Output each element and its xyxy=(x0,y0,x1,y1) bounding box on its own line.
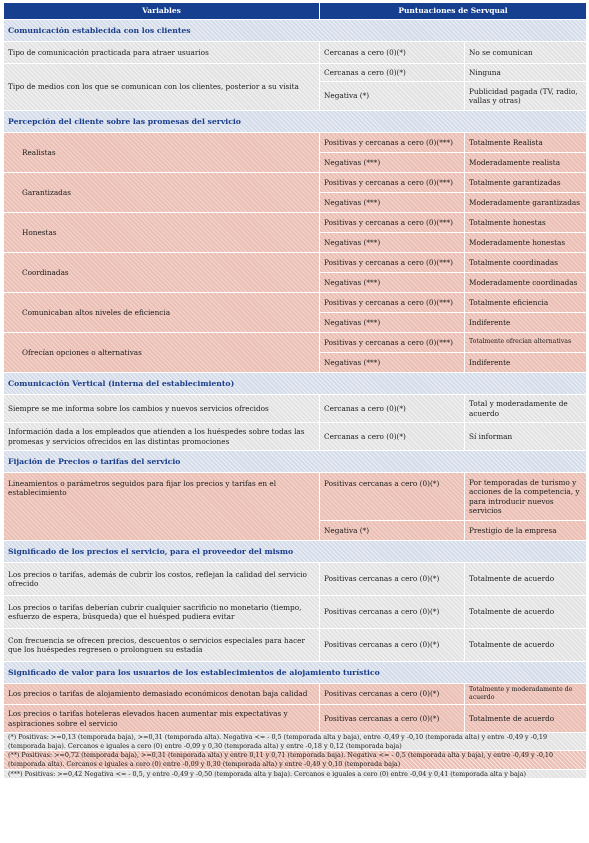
variable-label: Lineamientos o parámetros seguidos para fijar los precios y tarifas en el establecimiento xyxy=(4,473,320,541)
score-cell: Positivas cercanas a cero (0)(*) xyxy=(320,684,465,705)
table-row xyxy=(4,333,587,353)
score-cell: Positivas y cercanas a cero (0)(***) xyxy=(320,293,465,313)
table-row xyxy=(4,705,587,733)
score-cell: Positivas cercanas a cero (0)(*) xyxy=(320,563,465,596)
variable-label: Garantizadas xyxy=(4,173,320,213)
variable-label: Ofrecían opciones o alternativas xyxy=(4,333,320,373)
variable-label: Con frecuencia se ofrecen precios, descuentos o servicios especiales para hacer que los huéspedes regresen o prolonguen su estadía xyxy=(4,629,320,662)
result-cell: Prestigio de la empresa xyxy=(465,521,587,541)
section-title: Fijación de Precios o tarifas del servicio xyxy=(4,451,587,473)
result-cell: Totalmente de acuerdo xyxy=(465,705,587,733)
table-row xyxy=(4,213,587,233)
result-cell: Totalmente garantizadas xyxy=(465,173,587,193)
score-cell: Negativa (*) xyxy=(320,82,465,111)
section-title: Comunicación Vertical (interna del establecimiento) xyxy=(4,373,587,395)
score-cell: Negativa (*) xyxy=(320,521,465,541)
table-row xyxy=(4,253,587,273)
variable-label: Tipo de medios con los que se comunican con los clientes, posterior a su visita xyxy=(4,64,320,111)
section-header xyxy=(4,20,587,42)
result-cell: Indiferente xyxy=(465,313,587,333)
result-cell: Publicidad pagada (TV, radio, vallas y otras) xyxy=(465,82,587,111)
variable-label: Comunicaban altos niveles de eficiencia xyxy=(4,293,320,333)
section-title: Significado de los precios el servicio, para el proveedor del mismo xyxy=(4,541,587,563)
result-cell: Indiferente xyxy=(465,353,587,373)
result-cell: Sí informan xyxy=(465,423,587,451)
result-cell: No se comunican xyxy=(465,42,587,64)
result-cell: Totalmente honestas xyxy=(465,213,587,233)
table-row xyxy=(4,629,587,662)
score-cell: Positivas y cercanas a cero (0)(***) xyxy=(320,333,465,353)
table-row xyxy=(4,42,587,64)
score-cell: Negativas (***) xyxy=(320,193,465,213)
result-cell: Totalmente Realista xyxy=(465,133,587,153)
variable-label: Siempre se me informa sobre los cambios y nuevos servicios ofrecidos xyxy=(4,395,320,423)
score-cell: Negativas (***) xyxy=(320,273,465,293)
result-cell: Totalmente de acuerdo xyxy=(465,596,587,629)
result-cell: Moderadamente honestas xyxy=(465,233,587,253)
section-title: Comunicación establecida con los clientes xyxy=(4,20,587,42)
result-cell: Por temporadas de turismo y acciones de la competencia, y para introducir nuevos servicios xyxy=(465,473,587,521)
section-title: Percepción del cliente sobre las promesas del servicio xyxy=(4,111,587,133)
section-header xyxy=(4,451,587,473)
section-header xyxy=(4,662,587,684)
score-cell: Cercanas a cero (0)(*) xyxy=(320,42,465,64)
variable-label: Honestas xyxy=(4,213,320,253)
variable-label: Los precios o tarifas, además de cubrir los costos, reflejan la calidad del servicio ofrecido xyxy=(4,563,320,596)
score-cell: Negativas (***) xyxy=(320,313,465,333)
score-cell: Positivas y cercanas a cero (0)(***) xyxy=(320,173,465,193)
result-cell: Ninguna xyxy=(465,64,587,82)
table-row xyxy=(4,64,587,82)
result-cell: Totalmente eficiencia xyxy=(465,293,587,313)
result-cell: Totalmente de acuerdo xyxy=(465,629,587,662)
table-row xyxy=(4,684,587,705)
variable-label: Tipo de comunicación practicada para atraer usuarios xyxy=(4,42,320,64)
result-cell: Totalmente ofrecían alternativas xyxy=(465,333,587,353)
table-row xyxy=(4,563,587,596)
variable-label: Los precios o tarifas deberían cubrir cualquier sacrificio no monetario (tiempo, esfuerzo de espera, búsqueda) que el huésped pudiera evitar xyxy=(4,596,320,629)
section-title: Significado de valor para los usuarios de los establecimientos de alojamiento turístico xyxy=(4,662,587,684)
footnote-2: (**) Positivas: >=0,72 (temporada baja), >=0,31 (temporada alta) y entre 0,11 y 0,71 (temporada baja). Negativa <= - 0,5 (temporada alta y baja), y entre -0,49 y -0,10 (temporada alta). Cercanos e iguales a cero (0) entre -0,09 y 0,30 (temporada alta) y entre -0,49 y 0,10 (temporada baja) xyxy=(4,751,587,769)
table-row xyxy=(4,596,587,629)
variable-label: Información dada a los empleados que atienden a los huéspedes sobre todas las promesas y servicios ofrecidos en las distintas promociones xyxy=(4,423,320,451)
header-scores: Puntuaciones de Servqual xyxy=(320,3,587,20)
section-header xyxy=(4,373,587,395)
footnote-1: (*) Positivas: >=0,13 (temporada baja), >=0,31 (temporada alta). Negativa <= - 0,5 (temporada alta y baja), entre -0,49 y -0,10 (temporada alta) y entre -0,49 y -0,19 (temporada baja). Cercanos e iguales a cero (0) entre -0,09 y 0,30 (temporada alta) y entre -0,18 y 0,12 (temporada baja) xyxy=(4,733,587,751)
result-cell: Moderadamente garantizadas xyxy=(465,193,587,213)
score-cell: Positivas y cercanas a cero (0)(***) xyxy=(320,133,465,153)
result-cell: Moderadamente coordinadas xyxy=(465,273,587,293)
footnote-row xyxy=(4,769,587,779)
variable-label: Los precios o tarifas de alojamiento demasiado económicos denotan baja calidad xyxy=(4,684,320,705)
score-cell: Cercanas a cero (0)(*) xyxy=(320,395,465,423)
table-row xyxy=(4,293,587,313)
result-cell: Total y moderadamente de acuerdo xyxy=(465,395,587,423)
score-cell: Negativas (***) xyxy=(320,353,465,373)
table-row xyxy=(4,133,587,153)
table-row xyxy=(4,423,587,451)
header-variables: Variables xyxy=(4,3,320,20)
score-cell: Positivas y cercanas a cero (0)(***) xyxy=(320,213,465,233)
section-header xyxy=(4,541,587,563)
variable-label: Coordinadas xyxy=(4,253,320,293)
score-cell: Positivas cercanas a cero (0)(*) xyxy=(320,473,465,521)
score-cell: Positivas cercanas a cero (0)(*) xyxy=(320,629,465,662)
table-row xyxy=(4,173,587,193)
score-cell: Negativas (***) xyxy=(320,233,465,253)
result-cell: Totalmente y moderadamente de acuerdo xyxy=(465,684,587,705)
score-cell: Cercanas a cero (0)(*) xyxy=(320,423,465,451)
section-header xyxy=(4,111,587,133)
score-cell: Positivas y cercanas a cero (0)(***) xyxy=(320,253,465,273)
footnote-row xyxy=(4,733,587,751)
score-cell: Cercanas a cero (0)(*) xyxy=(320,64,465,82)
variable-label: Realistas xyxy=(4,133,320,173)
score-cell: Positivas cercanas a cero (0)(*) xyxy=(320,705,465,733)
footnote-row xyxy=(4,751,587,769)
score-cell: Positivas cercanas a cero (0)(*) xyxy=(320,596,465,629)
variable-label: Los precios o tarifas hoteleras elevados hacen aumentar mis expectativas y aspiraciones sobre el servicio xyxy=(4,705,320,733)
servqual-table xyxy=(3,2,587,779)
footnote-3: (***) Positivas: >=0,42 Negativa <= - 0,5, y entre -0,49 y -0,50 (temporada alta y baja). Cercanos e iguales a cero (0) entre -0,04 y 0,41 (temporada alta y baja) xyxy=(4,769,587,779)
result-cell: Totalmente coordinadas xyxy=(465,253,587,273)
result-cell: Moderadamente realista xyxy=(465,153,587,173)
table-row xyxy=(4,395,587,423)
table-row xyxy=(4,473,587,521)
score-cell: Negativas (***) xyxy=(320,153,465,173)
table-header-row xyxy=(4,3,587,20)
result-cell: Totalmente de acuerdo xyxy=(465,563,587,596)
